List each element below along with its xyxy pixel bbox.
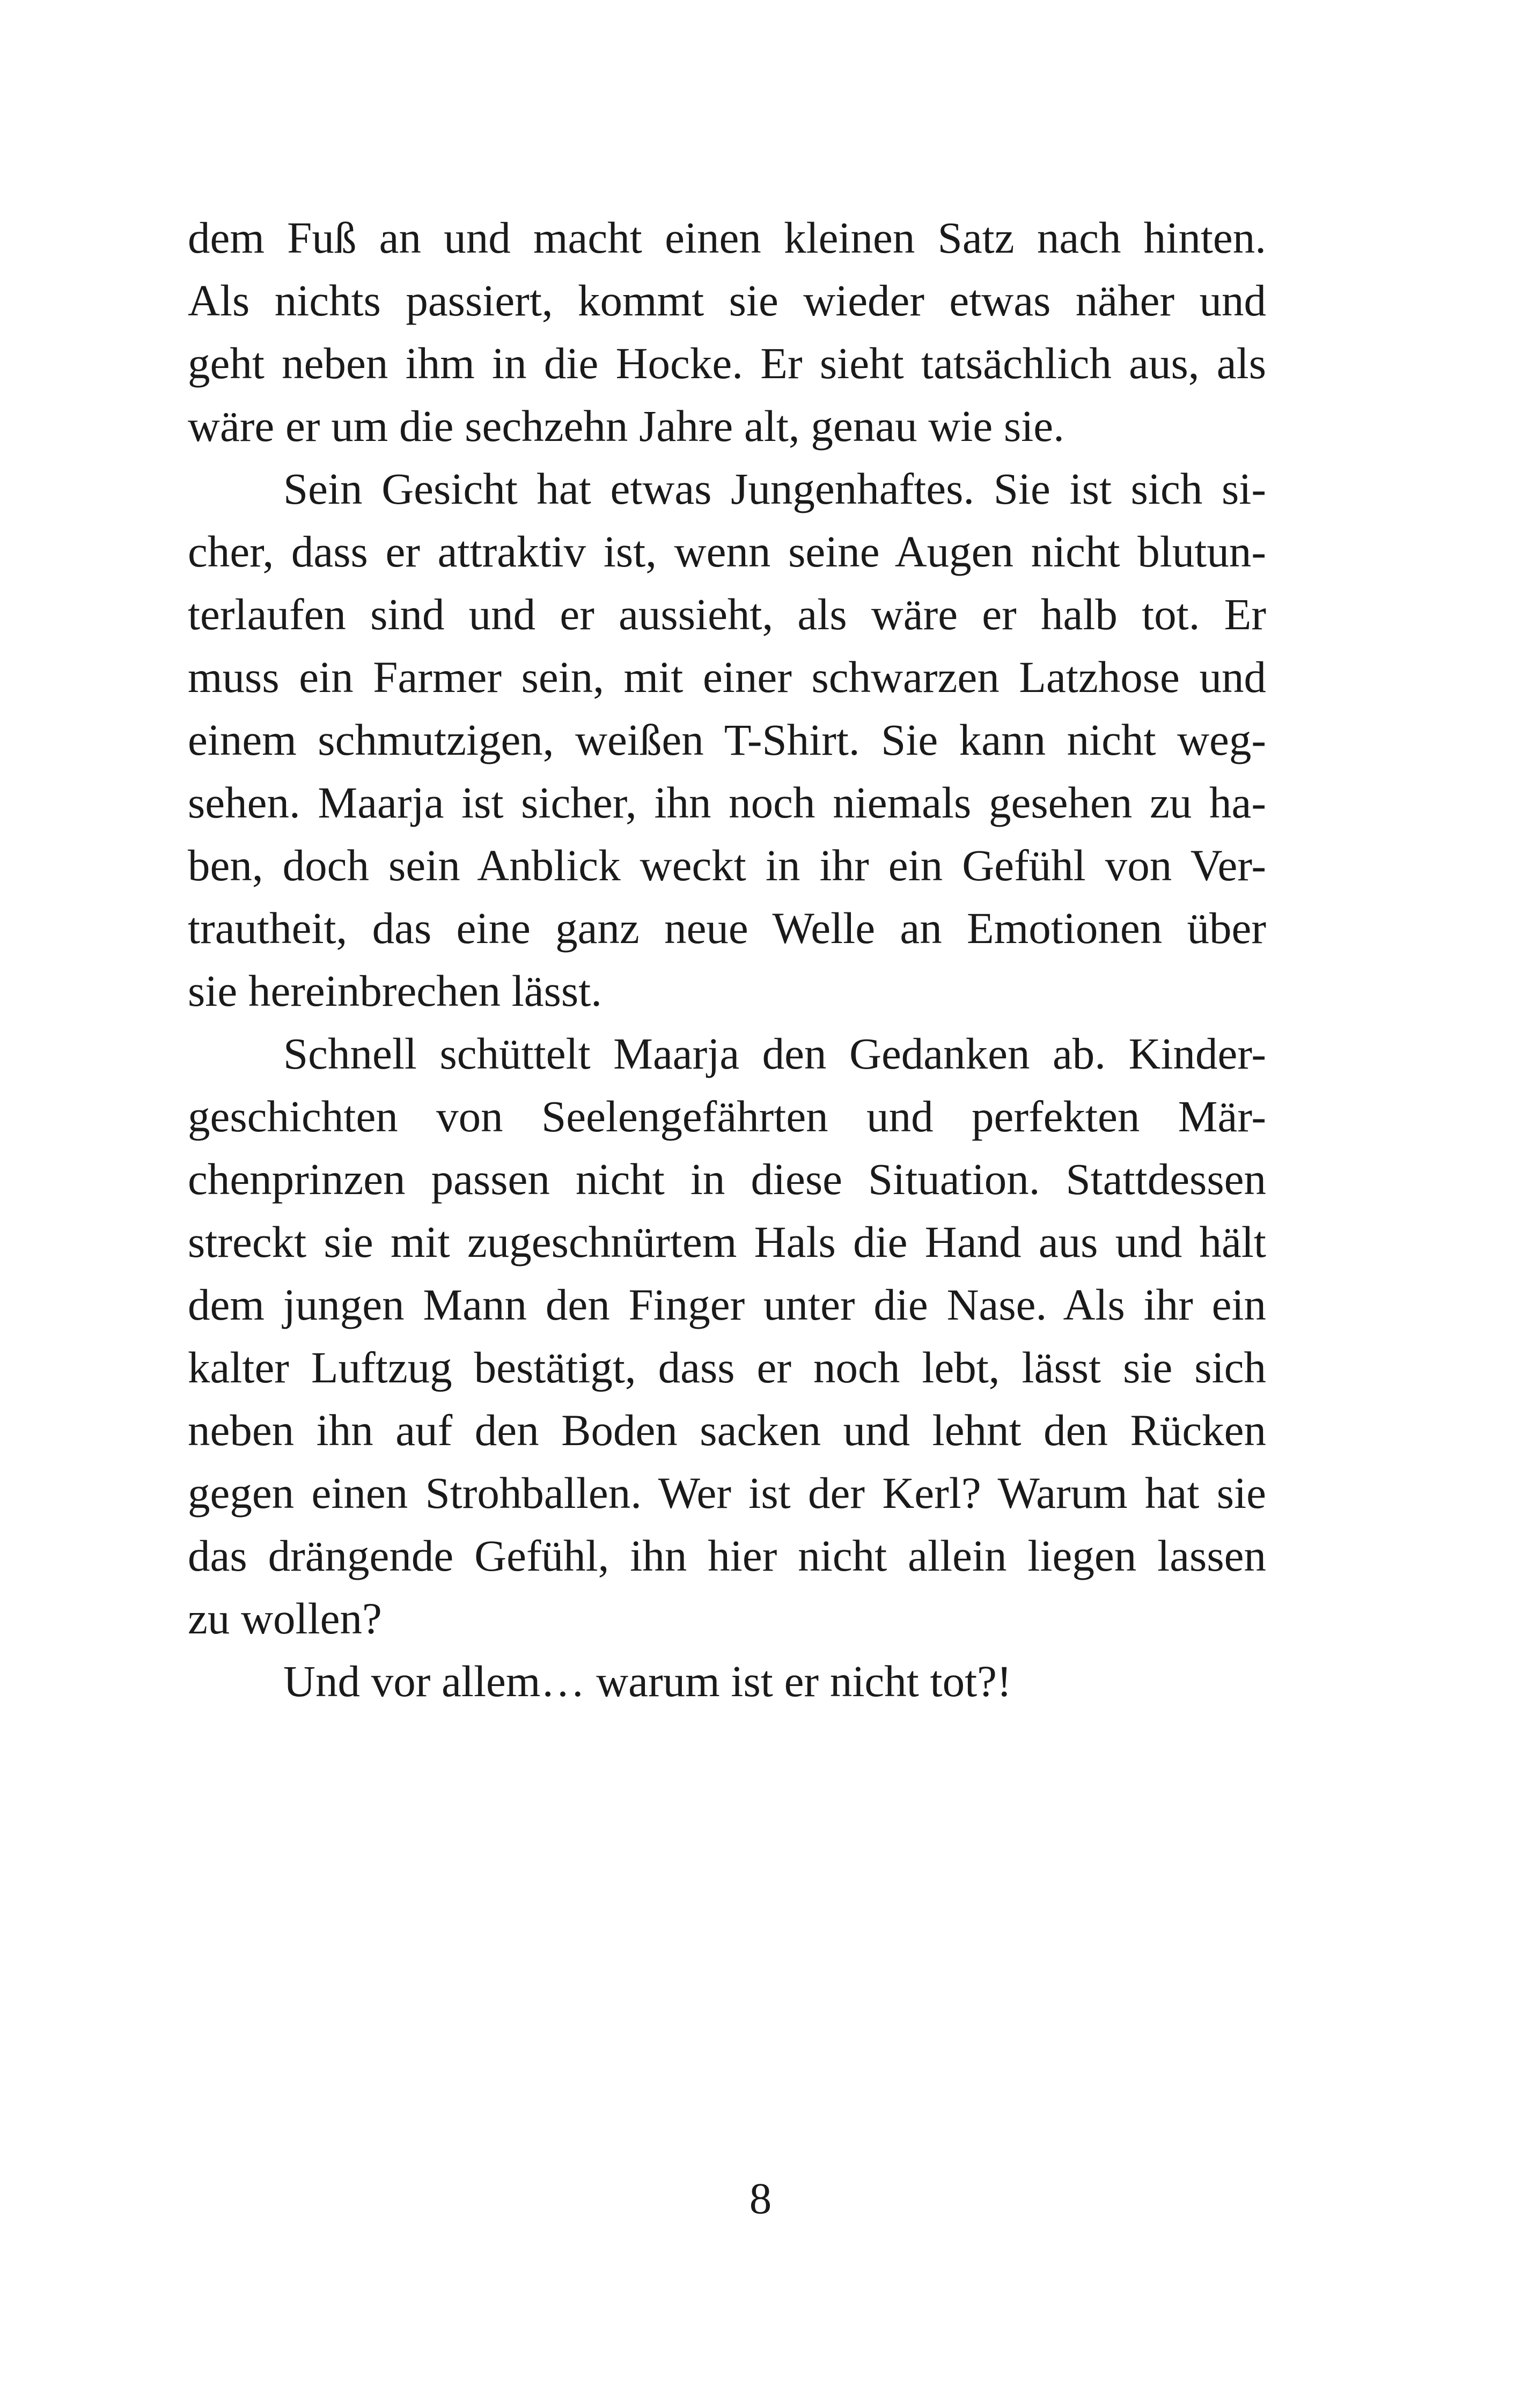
text-line: gegen einen Strohballen. Wer ist der Kerl? Warum hat sie — [188, 1468, 1266, 1518]
text-line: einem schmutzigen, weißen T-Shirt. Sie kann nicht weg- — [188, 715, 1266, 764]
text-line: dem jungen Mann den Finger unter die Nase. Als ihr ein — [188, 1280, 1266, 1329]
text-line: sehen. Maarja ist sicher, ihn noch niemals gesehen zu ha- — [188, 778, 1266, 827]
text-line: chenprinzen passen nicht in diese Situation. Stattdessen — [188, 1154, 1266, 1204]
text-line: kalter Luftzug bestätigt, dass er noch lebt, lässt sie sich — [188, 1343, 1266, 1392]
text-line: terlaufen sind und er aussieht, als wäre er halb tot. Er — [188, 590, 1266, 639]
text-line: trautheit, das eine ganz neue Welle an Emotionen über — [188, 903, 1266, 953]
text-line: muss ein Farmer sein, mit einer schwarzen Latzhose und — [188, 652, 1266, 702]
text-line: geht neben ihm in die Hocke. Er sieht tatsächlich aus, als — [188, 338, 1266, 388]
text-line: neben ihn auf den Boden sacken und lehnt den Rücken — [188, 1405, 1266, 1455]
text-line: Als nichts passiert, kommt sie wieder etwas näher und — [188, 276, 1266, 325]
text-line: Schnell schüttelt Maarja den Gedanken ab. Kinder- — [283, 1029, 1266, 1078]
page-number: 8 — [749, 2174, 772, 2223]
text-line: geschichten von Seelengefährten und perfekten Mär- — [188, 1092, 1266, 1141]
text-line: streckt sie mit zugeschnürtem Hals die Hand aus und hält — [188, 1217, 1266, 1266]
body-text — [188, 207, 1266, 1713]
text-line: zu wollen? — [188, 1594, 382, 1643]
text-line: sie hereinbrechen lässt. — [188, 966, 602, 1015]
text-line: ben, doch sein Anblick weckt in ihr ein Gefühl von Ver- — [188, 841, 1266, 890]
text-line: Sein Gesicht hat etwas Jungenhaftes. Sie ist sich si- — [283, 464, 1266, 513]
text-line: Und vor allem… warum ist er nicht tot?! — [283, 1656, 1012, 1706]
text-line: wäre er um die sechzehn Jahre alt, genau wie sie. — [188, 401, 1064, 451]
text-line: cher, dass er attraktiv ist, wenn seine Augen nicht blutun- — [188, 527, 1266, 576]
text-line: das drängende Gefühl, ihn hier nicht allein liegen lassen — [188, 1531, 1266, 1580]
text-line: dem Fuß an und macht einen kleinen Satz nach hinten. — [188, 213, 1266, 262]
